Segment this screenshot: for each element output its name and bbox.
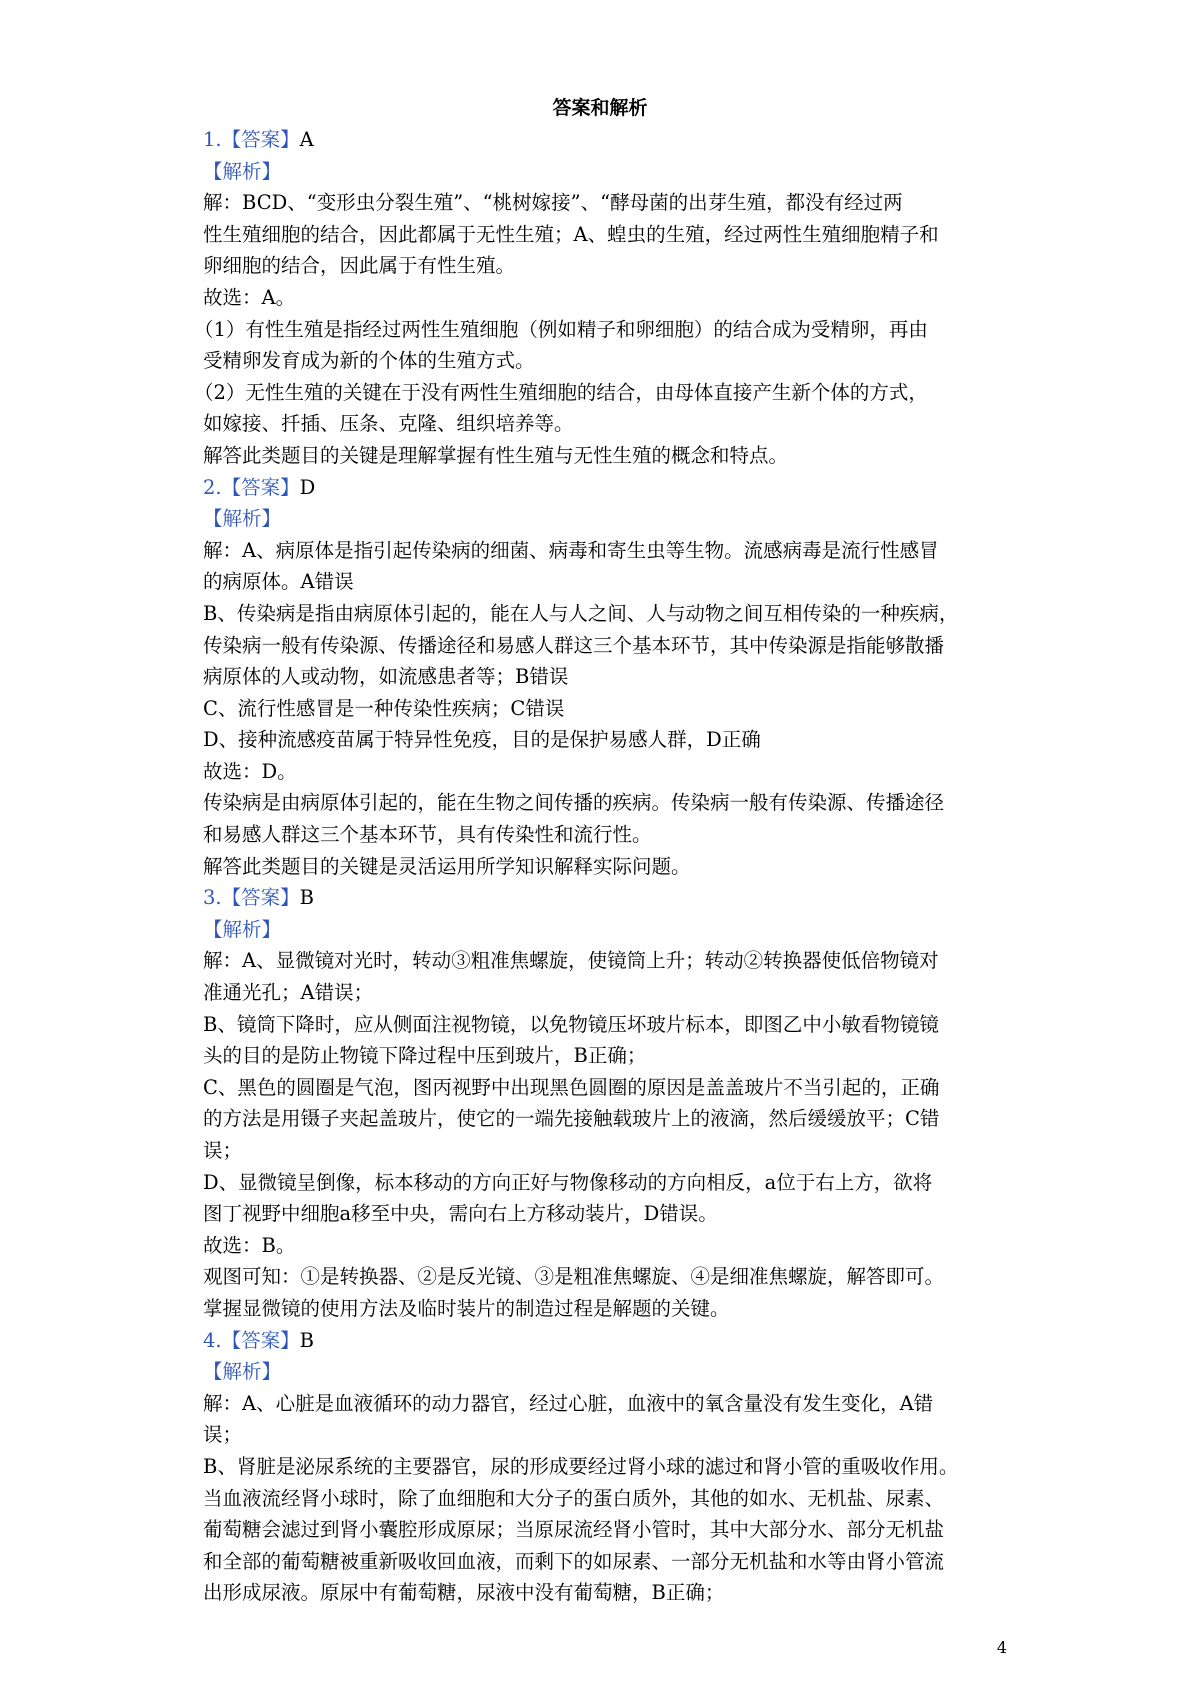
analysis-text-line: 解答此类题目的关键是理解掌握有性生殖与无性生殖的概念和特点。 <box>203 443 789 467</box>
analysis-text-line: 解：BCD、“变形虫分裂生殖”、“桃树嫁接”、“酵母菌的出芽生殖，都没有经过两 <box>203 191 903 215</box>
question-block <box>203 882 1003 1324</box>
analysis-text-line: 卵细胞的结合，因此属于有性生殖。 <box>203 254 516 278</box>
analysis-text-line: 如嫁接、扦插、压条、克隆、组织培养等。 <box>203 412 574 436</box>
analysis-text-line: B、肾脏是泌尿系统的主要器官，尿的形成要经过肾小球的滤过和肾小管的重吸收作用。 <box>203 1454 959 1478</box>
analysis-text-line: 观图可知：①是转换器、②是反光镜、③是粗准焦螺旋、④是细准焦螺旋，解答即可。 <box>203 1265 945 1289</box>
page-title: 答案和解析 <box>552 97 648 119</box>
analysis-text-line: 头的目的是防止物镜下降过程中压到玻片，B正确； <box>203 1044 647 1068</box>
analysis-text-line: D、接种流感疫苗属于特异性免疫，目的是保护易感人群，D正确 <box>203 728 761 752</box>
analysis-text-line: C、流行性感冒是一种传染性疾病；C错误 <box>203 696 565 720</box>
analysis-text-line: D、显微镜呈倒像，标本移动的方向正好与物像移动的方向相反，a位于右上方，欲将 <box>203 1170 933 1194</box>
analysis-text-line: 的病原体。A错误 <box>203 570 354 594</box>
analysis-text-line: 性生殖细胞的结合，因此都属于无性生殖；A、蝗虫的生殖，经过两性生殖细胞精子和 <box>203 222 939 246</box>
analysis-text-line: 传染病是由病原体引起的，能在生物之间传播的疾病。传染病一般有传染源、传播途径 <box>203 791 945 815</box>
question-block <box>194 124 1003 472</box>
analysis-text-line: 解：A、心脏是血液循环的动力器官，经过心脏，血液中的氧含量没有发生变化，A错 <box>203 1391 934 1415</box>
analysis-label: 【解析】 <box>203 917 282 941</box>
analysis-text-line: 故选：D。 <box>203 759 297 783</box>
analysis-text-line: 误； <box>203 1139 243 1162</box>
answer-line <box>203 472 1003 504</box>
question-block <box>203 472 1003 883</box>
analysis-text-line: 和易感人群这三个基本环节，具有传染性和流行性。 <box>203 823 652 847</box>
answer-content <box>194 124 1003 1609</box>
analysis-text-line: 解答此类题目的关键是灵活运用所学知识解释实际问题。 <box>203 854 691 878</box>
analysis-text-line: 葡萄糖会滤过到肾小囊腔形成原尿；当原尿流经肾小管时，其中大部分水、部分无机盐 <box>203 1518 945 1542</box>
analysis-text-line: 病原体的人或动物，如流感患者等；B错误 <box>203 665 569 689</box>
analysis-text-line: 误； <box>203 1423 243 1447</box>
analysis-text-line: 解：A、病原体是指引起传染病的细菌、病毒和寄生虫等生物。流感病毒是流行性感冒 <box>203 538 939 562</box>
analysis-text-line: 解：A、显微镜对光时，转动③粗准焦螺旋，使镜筒上升；转动②转换器使低倍物镜对 <box>203 949 939 973</box>
analysis-text-line: 传染病一般有传染源、传播途径和易感人群这三个基本环节，其中传染源是指能够散播 <box>203 633 945 657</box>
answer-line <box>203 882 1003 914</box>
answer-label: 4.【答案】 <box>203 1328 300 1352</box>
analysis-text-line: （2）无性生殖的关键在于没有两性生殖细胞的结合，由母体直接产生新个体的方式， <box>194 380 928 404</box>
analysis-text-line: B、传染病是指由病原体引起的，能在人与人之间、人与动物之间互相传染的一种疾病， <box>203 601 959 625</box>
analysis-text-line: B、镜筒下降时，应从侧面注视物镜，以免物镜压坏玻片标本，即图乙中小敏看物镜镜 <box>203 1012 939 1036</box>
analysis-text-line: 受精卵发育成为新的个体的生殖方式。 <box>203 349 535 373</box>
analysis-text-line: 出形成尿液。原尿中有葡萄糖，尿液中没有葡萄糖，B正确； <box>203 1581 725 1605</box>
answer-line <box>203 1325 1003 1357</box>
analysis-text-line: 图丁视野中细胞a移至中央，需向右上方移动装片，D错误。 <box>203 1202 718 1226</box>
answer-value: A <box>299 128 314 151</box>
answer-value: D <box>299 475 316 499</box>
answer-label: 1.【答案】 <box>203 128 300 151</box>
analysis-label: 【解析】 <box>203 1360 282 1384</box>
analysis-label: 【解析】 <box>203 507 282 531</box>
answer-label: 3.【答案】 <box>203 886 300 910</box>
page-number: 4 <box>996 1638 1008 1657</box>
answer-value: B <box>299 1328 314 1352</box>
question-block <box>203 1325 1003 1609</box>
answer-label: 2.【答案】 <box>203 475 300 499</box>
analysis-text-line: 的方法是用镊子夹起盖玻片，使它的一端先接触载玻片上的液滴，然后缓缓放平；C错 <box>203 1107 940 1131</box>
analysis-text-line: 故选：B。 <box>203 1233 296 1257</box>
analysis-label: 【解析】 <box>203 159 282 183</box>
answer-value: B <box>299 886 314 910</box>
analysis-text-line: 当血液流经肾小球时，除了血细胞和大分子的蛋白质外，其他的如水、无机盐、尿素、 <box>203 1486 945 1510</box>
analysis-text-line: 故选：A。 <box>203 285 296 309</box>
analysis-text-line: （1）有性生殖是指经过两性生殖细胞（例如精子和卵细胞）的结合成为受精卵，再由 <box>194 317 928 341</box>
analysis-text-line: 准通光孔；A错误； <box>203 981 374 1005</box>
analysis-text-line: 和全部的葡萄糖被重新吸收回血液，而剩下的如尿素、一部分无机盐和水等由肾小管流 <box>203 1549 945 1573</box>
analysis-text-line: 掌握显微镜的使用方法及临时装片的制造过程是解题的关键。 <box>203 1296 730 1320</box>
analysis-text-line: C、黑色的圆圈是气泡，图丙视野中出现黑色圆圈的原因是盖盖玻片不当引起的，正确 <box>203 1075 940 1099</box>
answer-line <box>203 124 1003 156</box>
